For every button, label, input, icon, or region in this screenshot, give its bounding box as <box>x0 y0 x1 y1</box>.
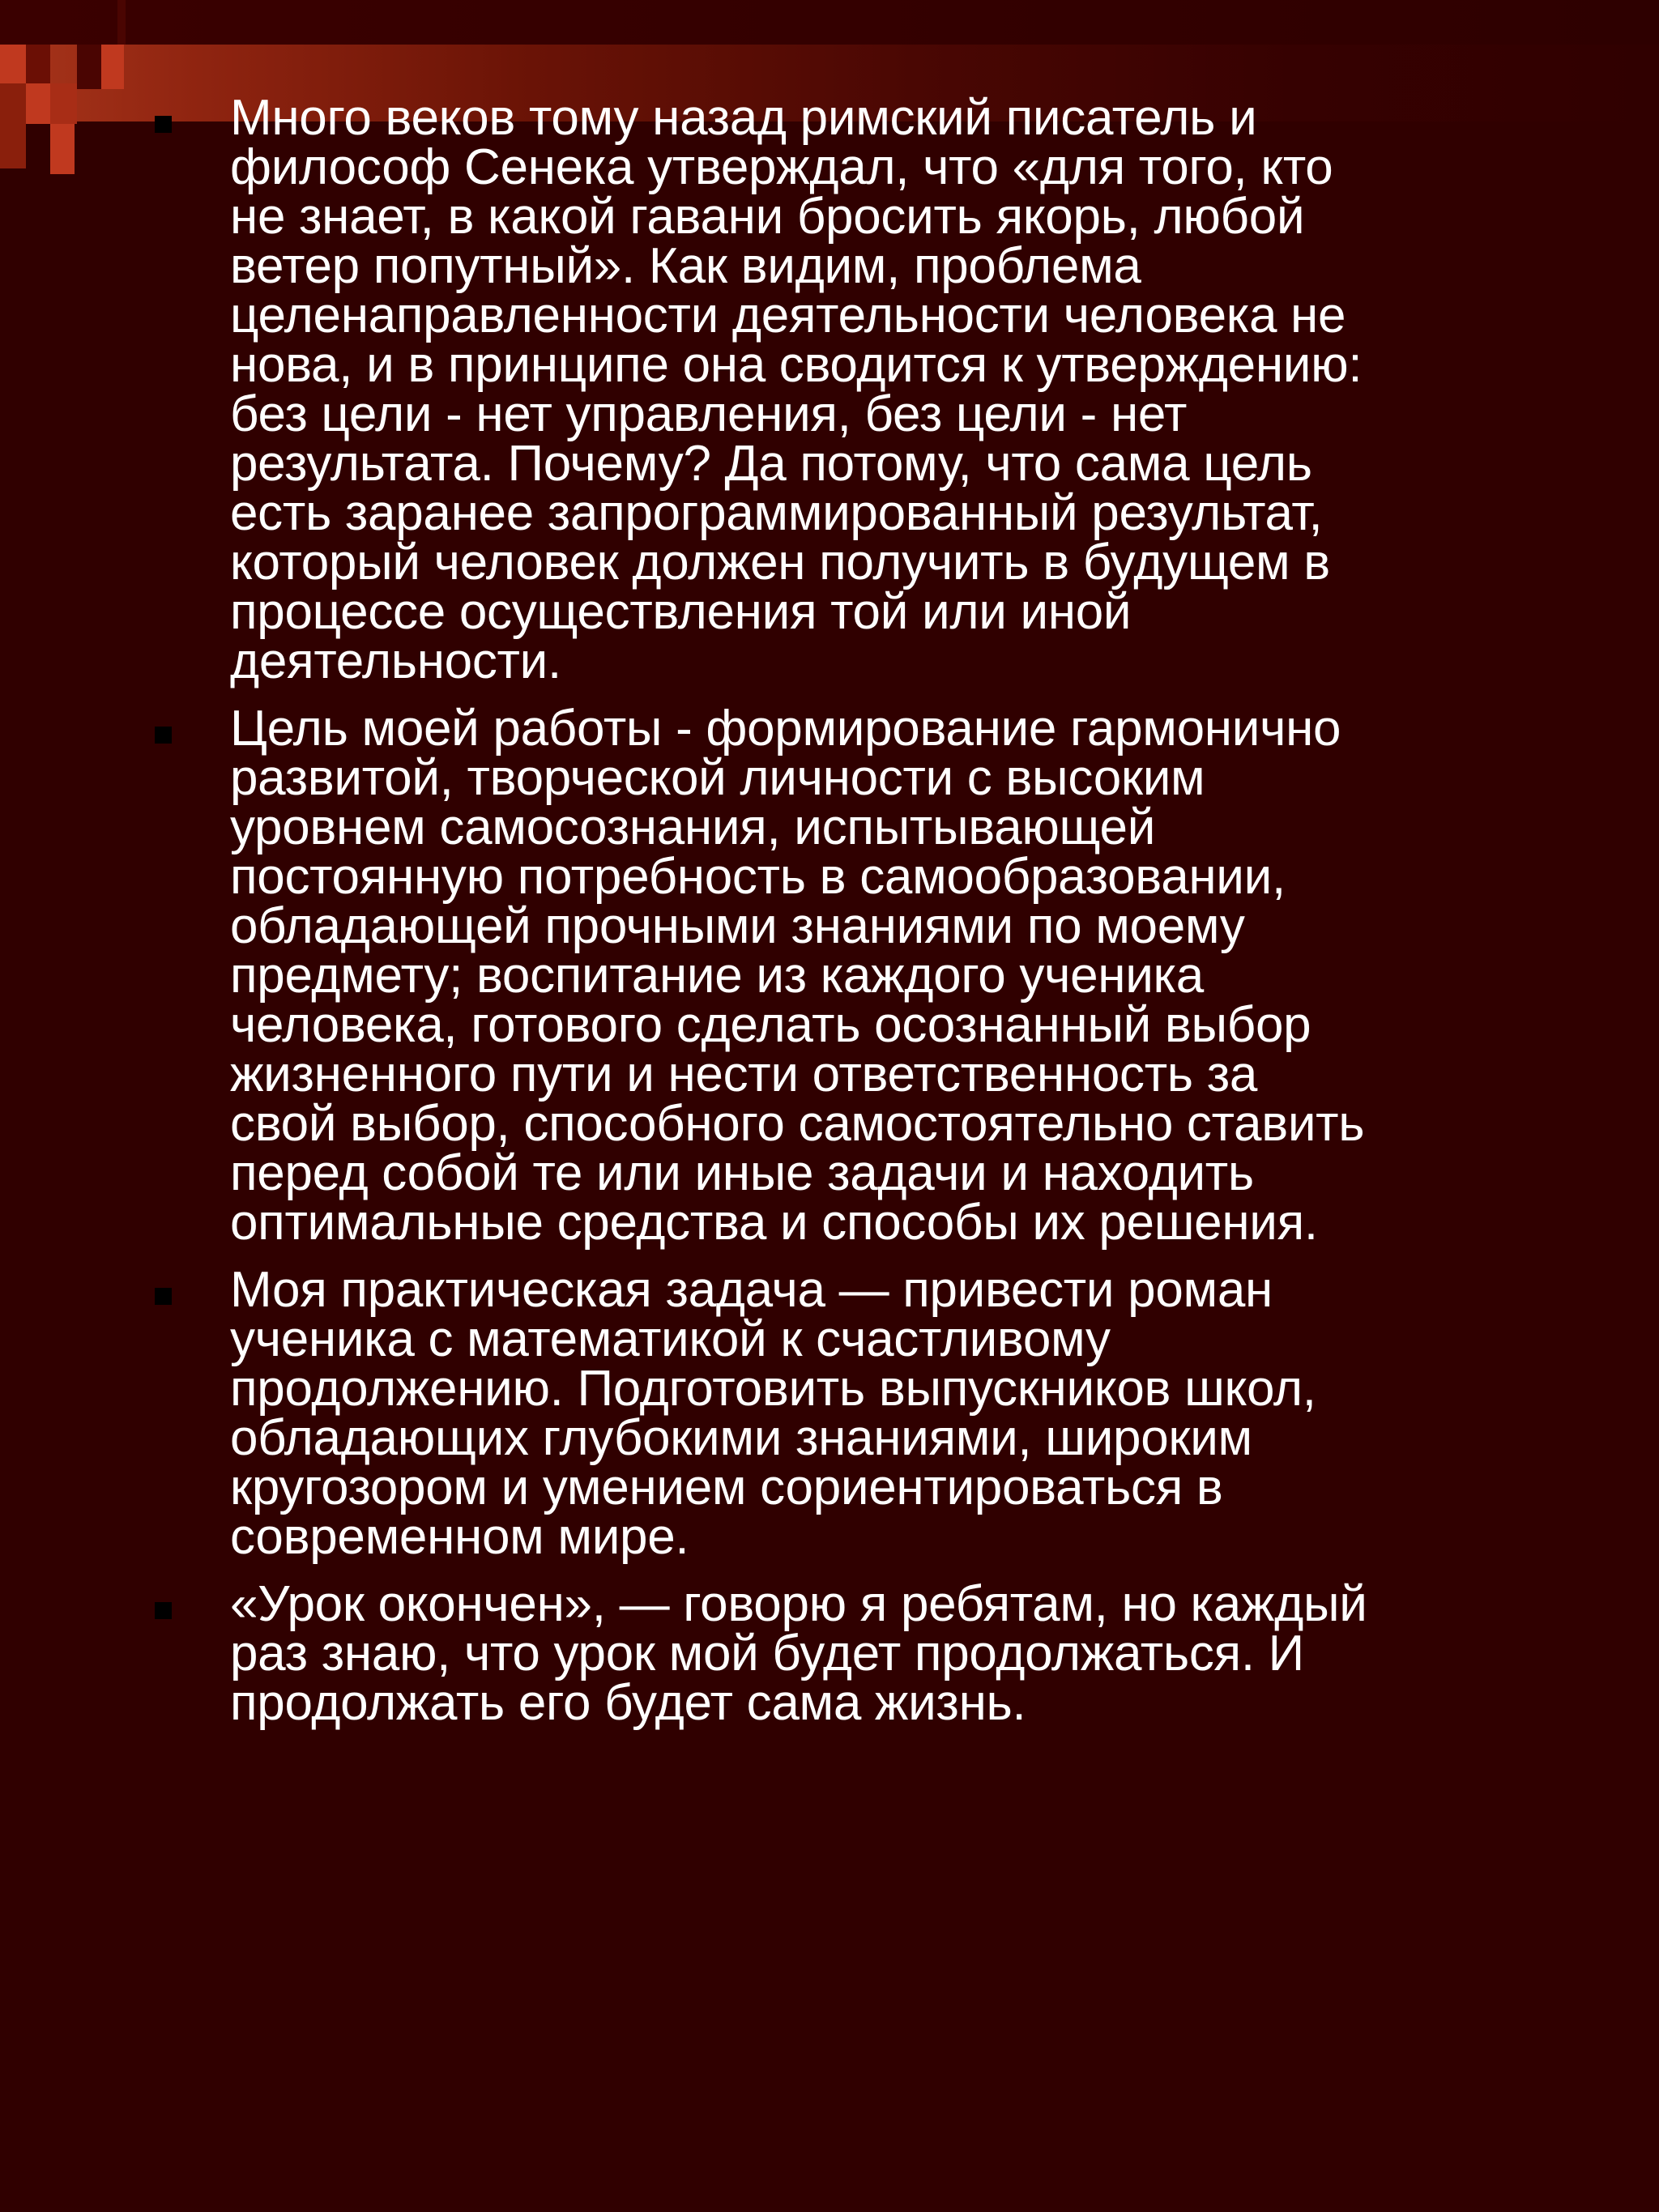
decor-square <box>101 45 124 89</box>
decor-square <box>117 0 126 45</box>
header-band <box>0 0 1659 45</box>
bullet-item <box>146 90 1523 689</box>
decor-square <box>0 83 26 168</box>
bullet-text: Цель моей работы - формирование гармонично развитой, творческой личности с высоким уровнем самосознания, испытывающей постоянную потребность в самообразовании, обладающей прочными знаниями по моему предмету; воспитание из каждого ученика человека, готового сделать осознанный выбор жизненного пути и нести ответственность за свой выбор, способного самостоятельно ставить перед собой те или иные задачи и находить оптимальные средства и способы их решения. <box>230 701 1365 1251</box>
decor-square <box>50 124 75 174</box>
slide-content <box>146 90 1523 1745</box>
bullet-list <box>146 90 1523 1731</box>
bullet-item <box>146 1576 1523 1731</box>
bullet-text: Моя практическая задача — привести роман ученика с математикой к счастливому продолжению. Подготовить выпускников школ, обладающих глубокими знаниями, широким кругозором и умением сориентироваться в современном мире. <box>230 1262 1316 1565</box>
square-bullet-icon <box>155 1288 172 1305</box>
bullet-text: «Урок окончен», — говорю я ребятам, но каждый раз знаю, что урок мой будет продолжаться. И продолжать его будет сама жизнь. <box>230 1576 1367 1731</box>
bullet-text: Много веков тому назад римский писатель и философ Сенека утверждал, что «для того, кто не знает, в какой гавани бросить якорь, любой ветер попутный». Как видим, проблема целенаправленности деятельности человека не нова, и в принципе она сводится к утверждению: без цели - нет управления, без цели - нет результата. Почему? Да потому, что сама цель есть заранее запрограммированный результат, который человек должен получить в будущем в процессе осуществления той или иной деятельности. <box>230 90 1363 689</box>
square-bullet-icon <box>155 116 172 133</box>
decor-square <box>26 83 50 124</box>
decor-square <box>26 45 50 83</box>
decor-square <box>0 45 26 83</box>
decor-square <box>77 45 101 89</box>
bullet-item <box>146 1262 1523 1565</box>
decor-square <box>50 83 77 124</box>
bullet-item <box>146 701 1523 1251</box>
square-bullet-icon <box>155 727 172 744</box>
square-bullet-icon <box>155 1602 172 1619</box>
